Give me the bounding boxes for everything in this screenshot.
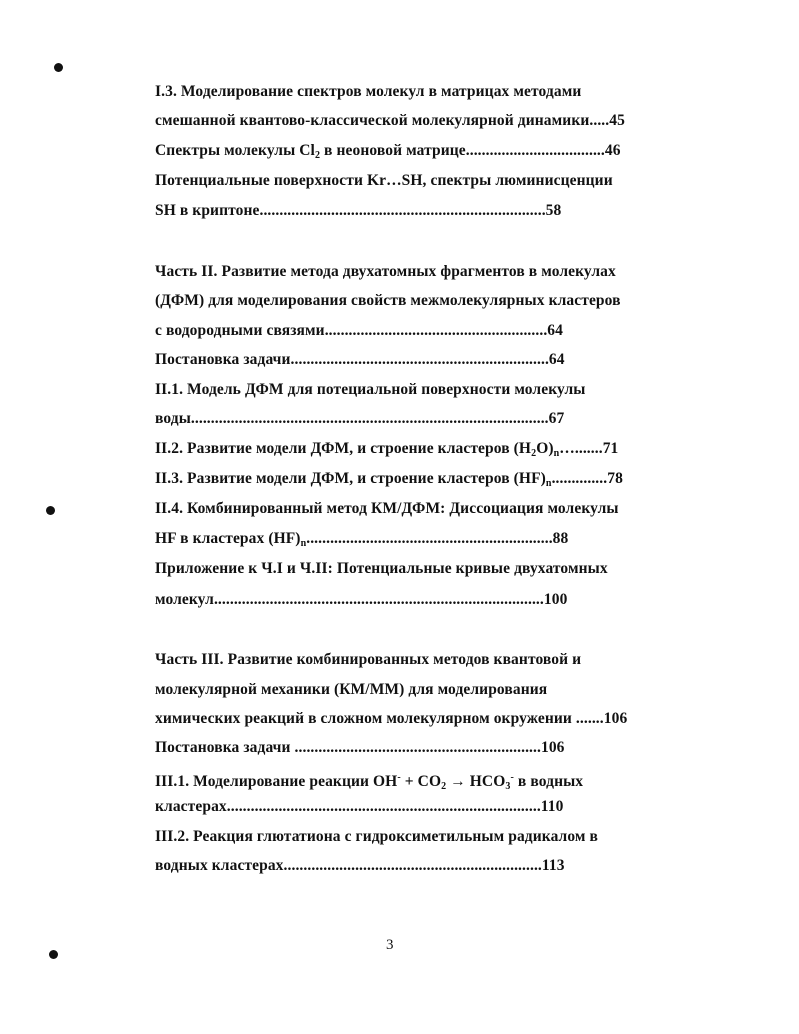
toc-line: III.1. Моделирование реакции $OH^- + CO_2 \to HCO_3^-$ в водных bbox=[155, 772, 584, 792]
toc-line: молекулярной механики (КМ/ММ) для моделирования bbox=[155, 681, 548, 698]
toc-line: (ДФМ) для моделирования свойств межмолекулярных кластеров bbox=[155, 292, 621, 309]
toc-line: водных кластерах.................................................................113 bbox=[155, 857, 565, 874]
toc-line: Постановка задачи ..............................................................106 bbox=[155, 739, 565, 756]
toc-line: химических реакций в сложном молекулярном окружении .......106 bbox=[155, 710, 628, 727]
page-number: 3 bbox=[386, 937, 394, 953]
toc-line: HF в кластерах $(HF)_n..............................................................88$ bbox=[155, 530, 569, 549]
toc-line: с водородными связями........................................................64 bbox=[155, 322, 564, 339]
toc-line: кластерах...............................................................................110 bbox=[155, 798, 564, 815]
scan-punch-mark-middle bbox=[46, 506, 55, 515]
toc-line: Приложение к Ч.I и Ч.II: Потенциальные кривые двухатомных bbox=[155, 560, 608, 577]
toc-line: Часть II. Развитие метода двухатомных фрагментов в молекулах bbox=[155, 263, 616, 280]
toc-line: молекул...................................................................................100 bbox=[155, 591, 568, 608]
toc-line: I.3. Моделирование спектров молекул в матрицах методами bbox=[155, 83, 582, 100]
toc-line: смешанной квантово-классической молекулярной динамики.....45 bbox=[155, 112, 625, 129]
toc-line: воды..........................................................................................67 bbox=[155, 410, 565, 427]
toc-line: Потенциальные поверхности Kr…SH, спектры люминисценции bbox=[155, 172, 613, 189]
toc-line: Спектры молекулы $Cl_2$ в неоновой матрице...................................46 bbox=[155, 142, 621, 161]
scan-punch-mark-bottom bbox=[49, 950, 58, 959]
scan-punch-mark-top bbox=[54, 63, 63, 72]
toc-line: II.3. Развитие модели ДФМ, и строение кластеров $(HF)_n..............78$ bbox=[155, 470, 623, 489]
toc-line: III.2. Реакция глютатиона с гидроксиметильным радикалом в bbox=[155, 828, 599, 845]
toc-line: Часть III. Развитие комбинированных методов квантовой и bbox=[155, 651, 582, 668]
toc-line: II.1. Модель ДФМ для потециальной поверхности молекулы bbox=[155, 381, 586, 398]
toc-line: Постановка задачи.................................................................64 bbox=[155, 351, 565, 368]
toc-line: II.4. Комбинированный метод КМ/ДФМ: Диссоциация молекулы bbox=[155, 500, 619, 517]
toc-line: SH в криптоне........................................................................58 bbox=[155, 202, 562, 219]
toc-line: II.2. Развитие модели ДФМ, и строение кластеров $(H_2O)_n\dots.......71$ bbox=[155, 440, 619, 459]
